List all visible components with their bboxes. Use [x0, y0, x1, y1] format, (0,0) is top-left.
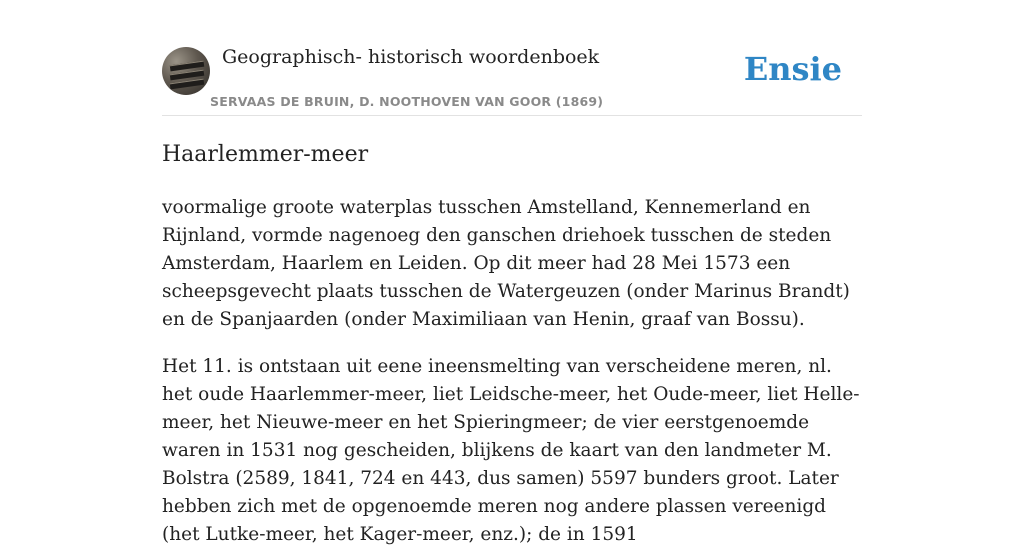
entry-paragraph-2: Het 11. is ontstaan uit eene ineensmelting van verscheidene meren, nl. het oude Haarlemmer-meer, liet Leidsche-meer, het Oude-meer, liet Helle-meer, het Nieuwe-meer en het Spieringmeer; de vier eerstgenoemde waren in 1531 nog gescheiden, blijkens de kaart van den landmeter M. Bolstra (2589, 1841, 724 en 443, dus samen) 5597 bunders groot. Later hebben zich met de opgenoemde meren nog andere plassen vereenigd (het Lutke-meer, het Kager-meer, enz.); de in 1591 — [162, 356, 860, 545]
book-stack-icon[interactable] — [162, 47, 210, 95]
entry-title: Haarlemmer-meer — [162, 142, 369, 167]
entry-paragraph-1: voormalige groote waterplas tusschen Amstelland, Kennemerland en Rijnland, vormde nagenoeg den ganschen driehoek tusschen de steden Amsterdam, Haarlem en Leiden. Op dit meer had 28 Mei 1573 een scheepsgevecht plaats tusschen de Watergeuzen (onder Marinus Brandt) en de Spanjaarden (onder Maximiliaan van Henin, graaf van Bossu). — [162, 197, 850, 330]
book-title-link[interactable]: Geographisch- historisch woordenboek — [222, 46, 600, 68]
header — [162, 0, 862, 116]
ensie-logo-link[interactable]: Ensie — [743, 50, 842, 88]
page — [162, 0, 862, 549]
book-spine — [170, 79, 205, 90]
book-authors: SERVAAS DE BRUIN, D. NOOTHOVEN VAN GOOR (1869) — [210, 94, 604, 109]
